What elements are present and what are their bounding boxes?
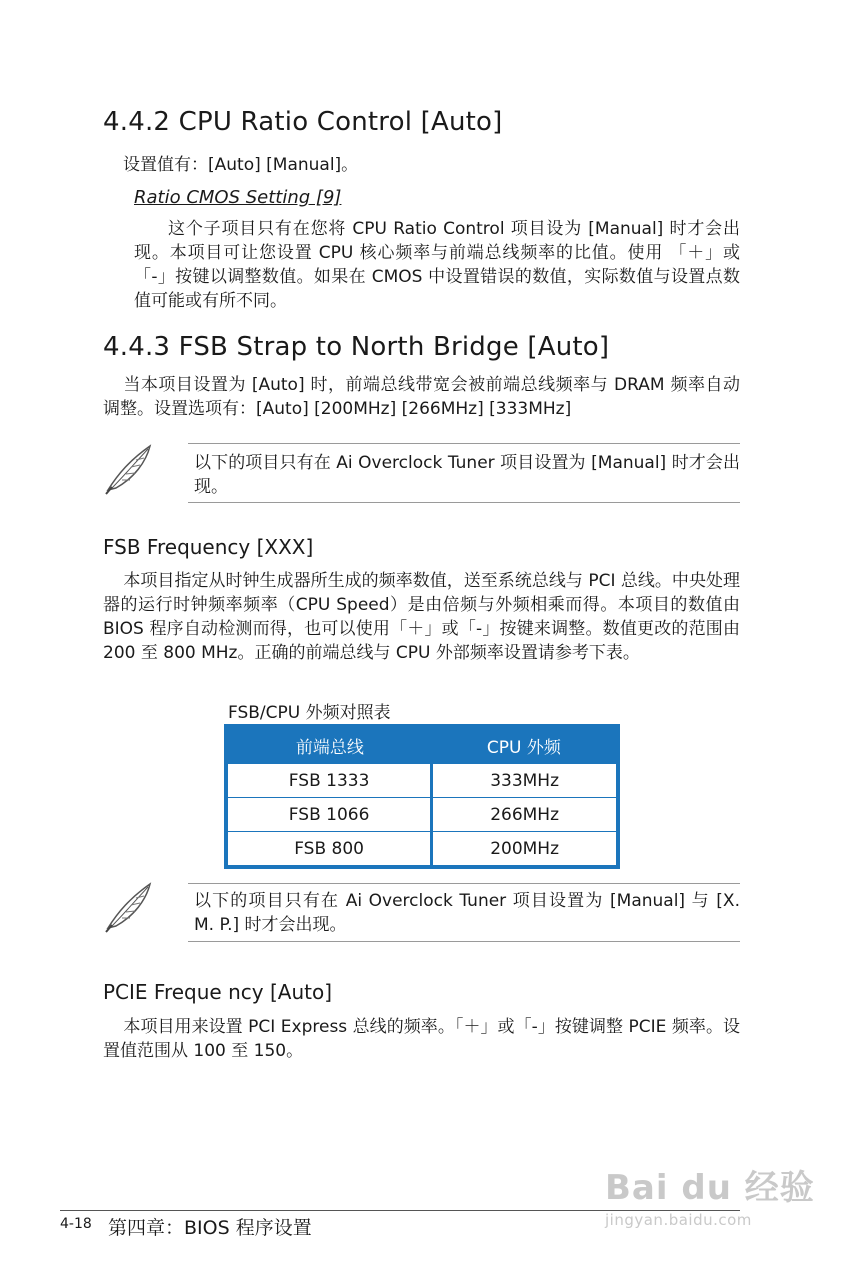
note-top-rule	[188, 443, 740, 444]
feather-pen-icon	[100, 878, 160, 938]
table-row	[226, 832, 618, 868]
fsb-strap-body: 当本项目设置为 [Auto] 时，前端总线带宽会被前端总线频率与 DRAM 频率自动调整。设置选项有：[Auto] [200MHz] [266MHz] [333MHz]	[103, 375, 740, 419]
section-title-fsb-strap: 4.4.3 FSB Strap to North Bridge [Auto]	[103, 332, 610, 362]
fsb-frequency-body: 本项目指定从时钟生成器所生成的频率数值，送至系统总线与 PCI 总线。中央处理器的运行时钟频率频率（CPU Speed）是由倍频与外频相乘而得。本项目的数值由 BIOS 程序自动检测而得，也可以使用「＋」或「-」按键来调整。数值更改的范围由 200 至 800 MHz。正确的前端总线与 CPU 外部频率设置请参考下表。	[103, 571, 740, 663]
table-header-fsb: 前端总线	[226, 726, 432, 764]
table-caption: FSB/CPU 外频对照表	[228, 703, 391, 723]
feather-pen-icon	[100, 440, 160, 500]
note-text-1: 以下的项目只有在 Ai Overclock Tuner 项目设置为 [Manual] 时才会出现。	[194, 453, 740, 497]
table-cell-fsb: FSB 1333	[226, 764, 432, 798]
page-number: 4-18	[60, 1216, 92, 1232]
table-cell-cpu: 266MHz	[432, 798, 618, 832]
fsb-frequency-title: FSB Frequency [XXX]	[103, 535, 314, 559]
pcie-frequency-title: PCIE Freque ncy [Auto]	[103, 980, 332, 1004]
table-header-cpu: CPU 外频	[432, 726, 618, 764]
ratio-cmos-subtitle: Ratio CMOS Setting [9]	[134, 187, 342, 208]
table-header-row	[226, 726, 618, 764]
watermark-url: jingyan.baidu.com	[605, 1211, 752, 1229]
table-cell-fsb: FSB 1066	[226, 798, 432, 832]
table-row	[226, 764, 618, 798]
table-cell-cpu: 200MHz	[432, 832, 618, 868]
table-row	[226, 798, 618, 832]
pcie-frequency-body: 本项目用来设置 PCI Express 总线的频率。「＋」或「-」按键调整 PCIE 频率。设置值范围从 100 至 150。	[103, 1017, 740, 1061]
note-text-2: 以下的项目只有在 Ai Overclock Tuner 项目设置为 [Manual] 与 [X. M. P.] 时才会出现。	[194, 891, 740, 935]
note-bottom-rule	[188, 941, 740, 942]
cpu-ratio-values: 设置值有：[Auto] [Manual]。	[123, 155, 359, 175]
footer-rule	[60, 1210, 740, 1211]
baidu-jingyan-watermark	[605, 1160, 815, 1229]
fsb-cpu-table-wrap	[224, 724, 620, 869]
chapter-title: 第四章：BIOS 程序设置	[108, 1217, 312, 1239]
note-top-rule	[188, 883, 740, 884]
fsb-cpu-table	[224, 724, 620, 869]
section-title-cpu-ratio: 4.4.2 CPU Ratio Control [Auto]	[103, 107, 503, 137]
note-bottom-rule	[188, 502, 740, 503]
ratio-cmos-body: 这个子项目只有在您将 CPU Ratio Control 项目设为 [Manual] 时才会出现。本项目可让您设置 CPU 核心频率与前端总线频率的比值。使用 「＋」或「-」按键以调整数值。如果在 CMOS 中设置错误的数值，实际数值与设置点数值可能或有所不同。	[134, 219, 740, 311]
table-cell-fsb: FSB 800	[226, 832, 432, 868]
table-cell-cpu: 333MHz	[432, 764, 618, 798]
watermark-logo: Bai du 经验	[605, 1168, 815, 1208]
